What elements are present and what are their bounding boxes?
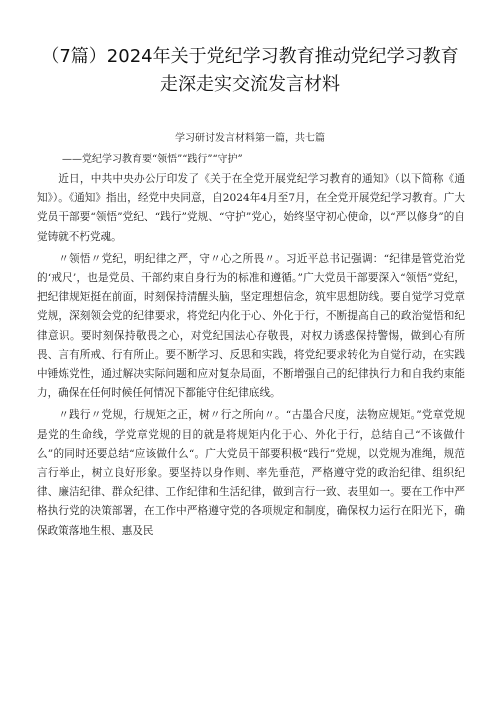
document-body — [37, 170, 465, 544]
paragraph-jianxing: 〃践行〃党规，行规矩之正，树〃行之所向〃。“古墨合尺度，法物应规矩。”党章党规是党的生命线，学党章党规的目的就是将规矩内化于心、外化于行，总结自己“不该做什么”的同时还要总结“应该做什么“。广大党员干部要积极“践行”党规，以党规为准绳，规范言行举止，树立良好形象。要坚持以身作则、率先垂范，严格遵守党的政治纪律、组织纪律、廉洁纪律、群众纪律、工作纪律和生活纪律，做到言行一致、表里如一。要在工作中严格执行党的决策部署，在工作中严格遵守党的各项规定和制度，确保权力运行在阳光下，确保政策落地生根、惠及民 — [37, 409, 465, 537]
document-title-line-2: 走深走实交流发言材料 — [160, 74, 340, 95]
section-heading: 学习研讨发言材料第一篇，共七篇 — [175, 133, 325, 144]
paragraph-intro: 近日，中共中央办公厅印发了《关于在全党开展党纪学习教育的通知》（以下简称《通知》）。《通知》指出，经党中央同意，自2024年4月至7月，在全党开展党纪学习教育。广大党员干部要“领悟”党纪、“践行”党规、“守护”党心，始终坚守初心使命，以“严以修身”的自觉铸就不朽党魂。 — [37, 173, 465, 243]
section-subtitle: ——党纪学习教育要“领悟”“践行”“守护” — [62, 154, 243, 165]
paragraph-lingwu: 〃领悟〃党纪，明纪律之严，守〃心之所畏〃。习近平总书记强调：“纪律是管党治党的‘戒尺’，也是党员、干部约束自身行为的标准和遵循。”广大党员干部要深入“领悟”党纪，把纪律规矩挺在前面，时刻保持清醒头脑，坚定理想信念，筑牢思想防线。要自觉学习党章党规，深刻领会党的纪律要求，将党纪内化于心、外化于行，不断提高自己的政治觉悟和纪律意识。要时刻保持敬畏之心，对党纪国法心存敬畏，对权力诱惑保持警惕，做到心有所畏、言有所戒、行有所止。要不断学习、反思和实践，将党纪要求转化为自觉行动，在实践中锤炼党性，通过解决实际问题和应对复杂局面，不断增强自己的纪律执行力和自我约束能力，确保在任何时候任何情况下都能守住纪律底线。 — [37, 252, 465, 400]
document-title-line-1: （7篇）2024年关于党纪学习教育推动党纪学习教育 — [41, 46, 459, 67]
